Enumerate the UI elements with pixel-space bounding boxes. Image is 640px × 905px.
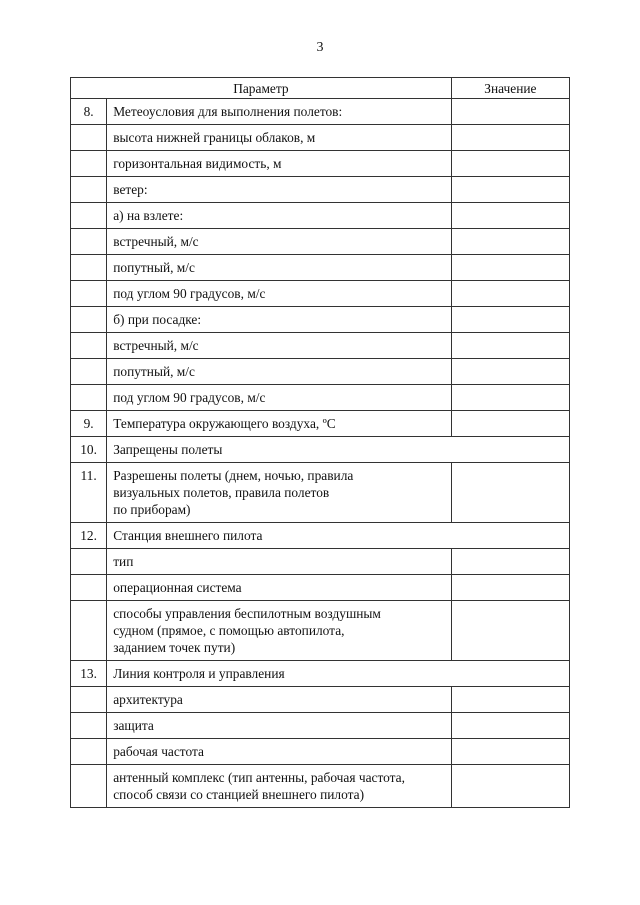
parameter-cell: операционная система <box>107 575 452 601</box>
value-cell[interactable] <box>451 739 569 765</box>
table-row <box>71 359 570 385</box>
value-cell[interactable] <box>451 151 569 177</box>
row-number <box>71 359 107 385</box>
table-row <box>71 99 570 125</box>
value-cell[interactable] <box>451 229 569 255</box>
table-row <box>71 765 570 808</box>
parameter-cell: тип <box>107 549 452 575</box>
parameter-cell: способы управления беспилотным воздушным судном (прямое, с помощью автопилота, заданием точек пути) <box>107 601 452 661</box>
row-number <box>71 765 107 808</box>
row-number <box>71 203 107 229</box>
table-row <box>71 437 570 463</box>
value-cell[interactable] <box>451 255 569 281</box>
table-row <box>71 549 570 575</box>
table-row <box>71 463 570 523</box>
row-number: 10. <box>71 437 107 463</box>
row-number <box>71 229 107 255</box>
row-number <box>71 177 107 203</box>
table-row <box>71 307 570 333</box>
table-row <box>71 601 570 661</box>
value-cell[interactable] <box>451 411 569 437</box>
row-number <box>71 307 107 333</box>
row-number <box>71 575 107 601</box>
value-cell[interactable] <box>451 463 569 523</box>
value-cell[interactable] <box>451 385 569 411</box>
table-row <box>71 333 570 359</box>
value-cell[interactable] <box>451 687 569 713</box>
table-row <box>71 713 570 739</box>
table-row <box>71 687 570 713</box>
parameter-cell: Температура окружающего воздуха, ºС <box>107 411 452 437</box>
value-cell[interactable] <box>451 601 569 661</box>
column-header-value: Значение <box>451 78 569 99</box>
parameter-cell: попутный, м/с <box>107 255 452 281</box>
parameter-cell: б) при посадке: <box>107 307 452 333</box>
parameter-cell: архитектура <box>107 687 452 713</box>
value-cell[interactable] <box>451 125 569 151</box>
table-row <box>71 385 570 411</box>
parameter-cell: а) на взлете: <box>107 203 452 229</box>
row-number <box>71 687 107 713</box>
parameter-cell: под углом 90 градусов, м/с <box>107 385 452 411</box>
parameters-table <box>70 77 570 808</box>
table-row <box>71 151 570 177</box>
parameter-cell: Линия контроля и управления <box>107 661 570 687</box>
table-row <box>71 203 570 229</box>
row-number <box>71 151 107 177</box>
row-number: 13. <box>71 661 107 687</box>
value-cell[interactable] <box>451 549 569 575</box>
value-cell[interactable] <box>451 99 569 125</box>
parameter-cell: под углом 90 градусов, м/с <box>107 281 452 307</box>
parameter-cell: попутный, м/с <box>107 359 452 385</box>
parameter-cell: встречный, м/с <box>107 333 452 359</box>
row-number <box>71 125 107 151</box>
value-cell[interactable] <box>451 333 569 359</box>
parameter-cell: Метеоусловия для выполнения полетов: <box>107 99 452 125</box>
value-cell[interactable] <box>451 359 569 385</box>
value-cell[interactable] <box>451 307 569 333</box>
parameter-cell: высота нижней границы облаков, м <box>107 125 452 151</box>
row-number: 9. <box>71 411 107 437</box>
parameter-cell: Запрещены полеты <box>107 437 570 463</box>
row-number: 11. <box>71 463 107 523</box>
parameter-cell: антенный комплекс (тип антенны, рабочая частота, способ связи со станцией внешнего пилота) <box>107 765 452 808</box>
parameter-cell: защита <box>107 713 452 739</box>
column-header-parameter: Параметр <box>71 78 452 99</box>
table-row <box>71 661 570 687</box>
value-cell[interactable] <box>451 177 569 203</box>
row-number <box>71 255 107 281</box>
parameter-cell: рабочая частота <box>107 739 452 765</box>
table-row <box>71 739 570 765</box>
table-row <box>71 255 570 281</box>
table-row <box>71 523 570 549</box>
row-number <box>71 739 107 765</box>
table-row <box>71 281 570 307</box>
row-number <box>71 333 107 359</box>
parameter-cell: горизонтальная видимость, м <box>107 151 452 177</box>
value-cell[interactable] <box>451 575 569 601</box>
row-number <box>71 549 107 575</box>
row-number <box>71 385 107 411</box>
table-header-row <box>71 78 570 99</box>
parameter-cell: Станция внешнего пилота <box>107 523 570 549</box>
row-number <box>71 601 107 661</box>
table-row <box>71 125 570 151</box>
parameter-cell: ветер: <box>107 177 452 203</box>
row-number: 12. <box>71 523 107 549</box>
table-body <box>71 99 570 808</box>
page-number: 3 <box>316 40 324 55</box>
value-cell[interactable] <box>451 203 569 229</box>
value-cell[interactable] <box>451 713 569 739</box>
table-row <box>71 411 570 437</box>
table-row <box>71 229 570 255</box>
row-number: 8. <box>71 99 107 125</box>
table-row <box>71 575 570 601</box>
row-number <box>71 281 107 307</box>
value-cell[interactable] <box>451 281 569 307</box>
row-number <box>71 713 107 739</box>
table-row <box>71 177 570 203</box>
parameter-cell: встречный, м/с <box>107 229 452 255</box>
parameter-cell: Разрешены полеты (днем, ночью, правила визуальных полетов, правила полетов по приборам) <box>107 463 452 523</box>
value-cell[interactable] <box>451 765 569 808</box>
